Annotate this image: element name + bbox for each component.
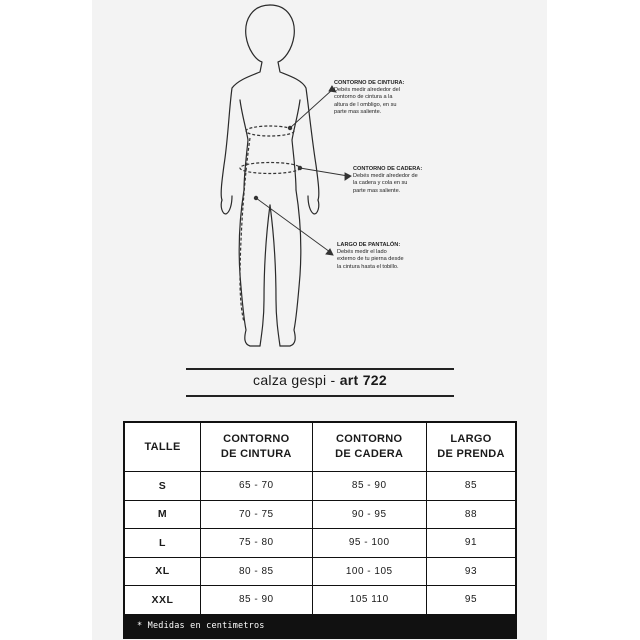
table-footnote-row — [124, 614, 516, 638]
size-cell: XXL — [124, 586, 201, 615]
product-name: calza gespi - — [253, 372, 340, 388]
waist-cell: 65 - 70 — [201, 472, 312, 501]
length-cell: 91 — [426, 529, 516, 558]
length-cell: 93 — [426, 557, 516, 586]
waist-annotation — [334, 80, 404, 116]
size-cell: M — [124, 500, 201, 529]
table-row — [124, 529, 516, 558]
hip-cell: 95 - 100 — [312, 529, 426, 558]
hip-annotation — [353, 166, 422, 195]
waist-measure-loop — [246, 126, 294, 136]
table-row — [124, 586, 516, 615]
header-size: TALLE — [124, 422, 201, 472]
length-annotation-heading: LARGO DE PANTALÓN: — [337, 242, 401, 248]
length-annotation — [337, 242, 405, 271]
header-length: LARGO DE PRENDA — [426, 422, 516, 472]
hip-annotation-heading: CONTORNO DE CADERA: — [353, 166, 423, 172]
hip-cell: 100 - 105 — [312, 557, 426, 586]
length-cell: 95 — [426, 586, 516, 615]
size-table-header — [124, 422, 516, 472]
waist-cell: 80 - 85 — [201, 557, 312, 586]
size-table — [123, 421, 517, 639]
waist-cell: 85 - 90 — [201, 586, 312, 615]
table-row — [124, 557, 516, 586]
hip-cell: 90 - 95 — [312, 500, 426, 529]
length-cell: 85 — [426, 472, 516, 501]
waist-annotation-text: Debés medir alrededor del contorno de cintura a la altura de l ombligo, en su parte mas saliente. — [334, 87, 400, 115]
waist-annotation-heading: CONTORNO DE CINTURA: — [334, 80, 405, 86]
hip-cell: 85 - 90 — [312, 472, 426, 501]
product-article: art 722 — [339, 372, 387, 388]
hip-annotation-text: Debés medir alrededor de la cadera y cola en su parte mas saliente. — [353, 173, 418, 194]
footnote: * Medidas en centimetros — [124, 614, 516, 638]
hip-cell: 105 110 — [312, 586, 426, 615]
table-row — [124, 500, 516, 529]
size-cell: XL — [124, 557, 201, 586]
waist-cell: 70 - 75 — [201, 500, 312, 529]
length-cell: 88 — [426, 500, 516, 529]
product-title — [186, 366, 454, 396]
product-title-text — [186, 372, 454, 388]
header-waist: CONTORNO DE CINTURA — [201, 422, 312, 472]
table-row — [124, 472, 516, 501]
size-cell: S — [124, 472, 201, 501]
waist-cell: 75 - 80 — [201, 529, 312, 558]
size-cell: L — [124, 529, 201, 558]
hip-measure-loop — [240, 163, 300, 174]
title-divider-top — [186, 368, 454, 370]
length-annotation-text: Debés medir el lado externo de tu pierna desde la cintura hasta el tobillo. — [337, 249, 404, 270]
header-hip: CONTORNO DE CADERA — [312, 422, 426, 472]
title-divider-bottom — [186, 395, 454, 397]
